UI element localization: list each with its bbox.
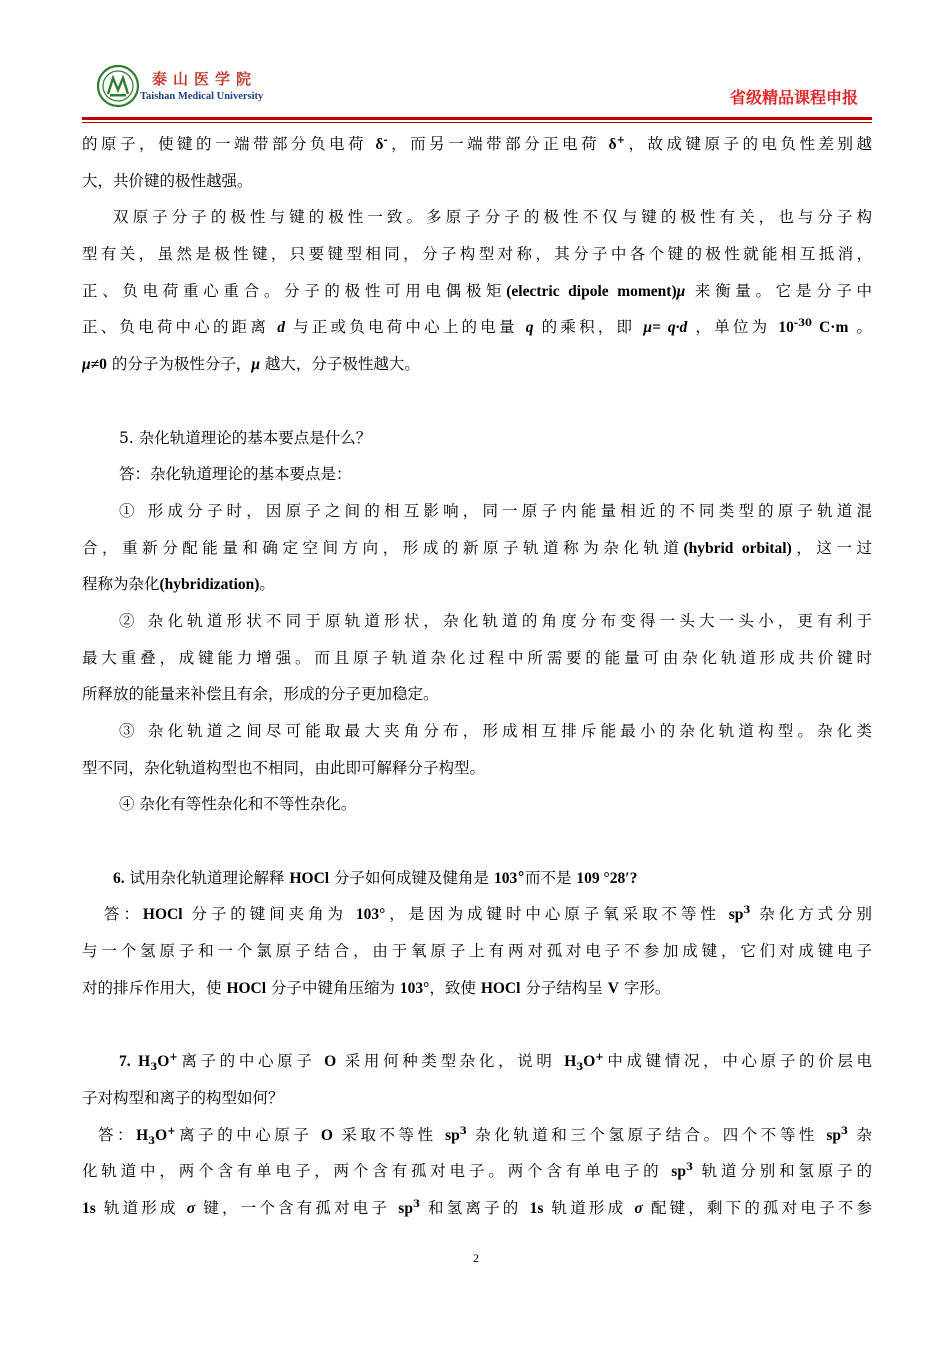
paragraph-line: 程称为杂化(hybridization)。 [82, 575, 275, 594]
school-name-cn: 泰山医学院 [152, 70, 258, 88]
answer-line: 答：$H_3O^+$离子的中心原子 O 采取不等性 $sp^3$ 杂化轨道和三个氢原子结合。四个不等性 $sp^3$ 杂 [98, 1125, 872, 1147]
list-item: ① 形成分子时，因原子之间的相互影响，同一原子内能量相近的不同类型的原子轨道混 [119, 501, 872, 520]
paragraph-line: 子对构型和离子的构型如何？ [82, 1088, 284, 1107]
paragraph-line: 合，重新分配能量和确定空间方向，形成的新原子轨道称为杂化轨道(hybrid orbital)，这一过 [82, 538, 872, 557]
paragraph-line: 型有关，虽然是极性键，只要键型相同，分子构型对称，其分子中各个键的极性就能相互抵消， [82, 245, 872, 264]
university-emblem-icon [96, 64, 140, 108]
question-title: 5. 杂化轨道理论的基本要点是什么？ [119, 428, 372, 447]
header-title: 省级精品课程申报 [729, 88, 858, 107]
paragraph-line: 双原子分子的极性与键的极性一致。多原子分子的极性不仅与键的极性有关，也与分子构 [113, 208, 872, 227]
question-title: 7. $H_3O^+$离子的中心原子 O 采用何种类型杂化，说明 $H_3O^+$中成键情况，中心原子的价层电 [119, 1052, 872, 1074]
paragraph-line: μ≠0 的分子为极性分子，μ 越大，分子极性越大。 [82, 355, 420, 374]
page-header [82, 60, 872, 117]
answer-line: 答：杂化轨道理论的基本要点是： [119, 465, 352, 484]
list-item: ② 杂化轨道形状不同于原轨道形状，杂化轨道的角度分布变得一头大一头小，更有利于 [119, 611, 872, 630]
list-item: ③ 杂化轨道之间尽可能取最大夹角分布，形成相互排斥能最小的杂化轨道构型。杂化类 [119, 722, 872, 740]
paragraph-line: 化轨道中，两个含有单电子，两个含有孤对电子。两个含有单电子的 $sp^3$ 轨道分别和氢原子的 [82, 1162, 872, 1181]
page-body [82, 126, 872, 1227]
question-title: 6. 试用杂化轨道理论解释 HOCl 分子如何成键及健角是 103°而不是 109 °28′? [113, 868, 638, 887]
school-name-en: Taishan Medical University [140, 91, 264, 102]
paragraph-line: 型不同，杂化轨道构型也不相同，由此即可解释分子构型。 [82, 758, 486, 777]
paragraph-line: 对的排斥作用大，使 HOCl 分子中键角压缩为 103°，致使 HOCl 分子结构呈 V 字形。 [82, 978, 671, 997]
header-divider [82, 117, 872, 123]
list-item: ④ 杂化有等性杂化和不等性杂化。 [119, 795, 357, 814]
paragraph-line: 正、负电荷中心的距离 d 与正或负电荷中心上的电量 q 的乘积，即 μ= q·d ，单位为 $10^{-30}$ C·m 。 [82, 318, 872, 337]
answer-line: 答：HOCl 分子的键间夹角为 103°，是因为成键时中心原子氧采取不等性 $sp^3$ 杂化方式分别 [104, 905, 872, 924]
paragraph-line: 最大重叠，成键能力增强。而且原子轨道杂化过程中所需要的能量可由杂化轨道形成共价键时 [82, 648, 872, 667]
paragraph-line: 所释放的能量来补偿且有余，形成的分子更加稳定。 [82, 685, 439, 704]
page-number: 2 [473, 1251, 479, 1265]
paragraph-line: 正、负电荷重心重合。分子的极性可用电偶极矩(electric dipole moment)μ 来衡量。它是分子中 [82, 281, 872, 300]
paragraph-line: 1s 轨道形成 σ 键，一个含有孤对电子 $sp^3$ 和氢离子的 1s 轨道形成 σ 配键，剩下的孤对电子不参 [82, 1198, 872, 1217]
paragraph-line: 与一个氢原子和一个氯原子结合，由于氧原子上有两对孤对电子不参加成键，它们对成键电子 [82, 942, 872, 961]
paragraph-line: 的原子，使键的一端带部分负电荷 δ-，而另一端带部分正电荷 δ+，故成键原子的电负性差别越 [82, 134, 872, 153]
paragraph-line: 大，共价键的极性越强。 [82, 171, 253, 190]
